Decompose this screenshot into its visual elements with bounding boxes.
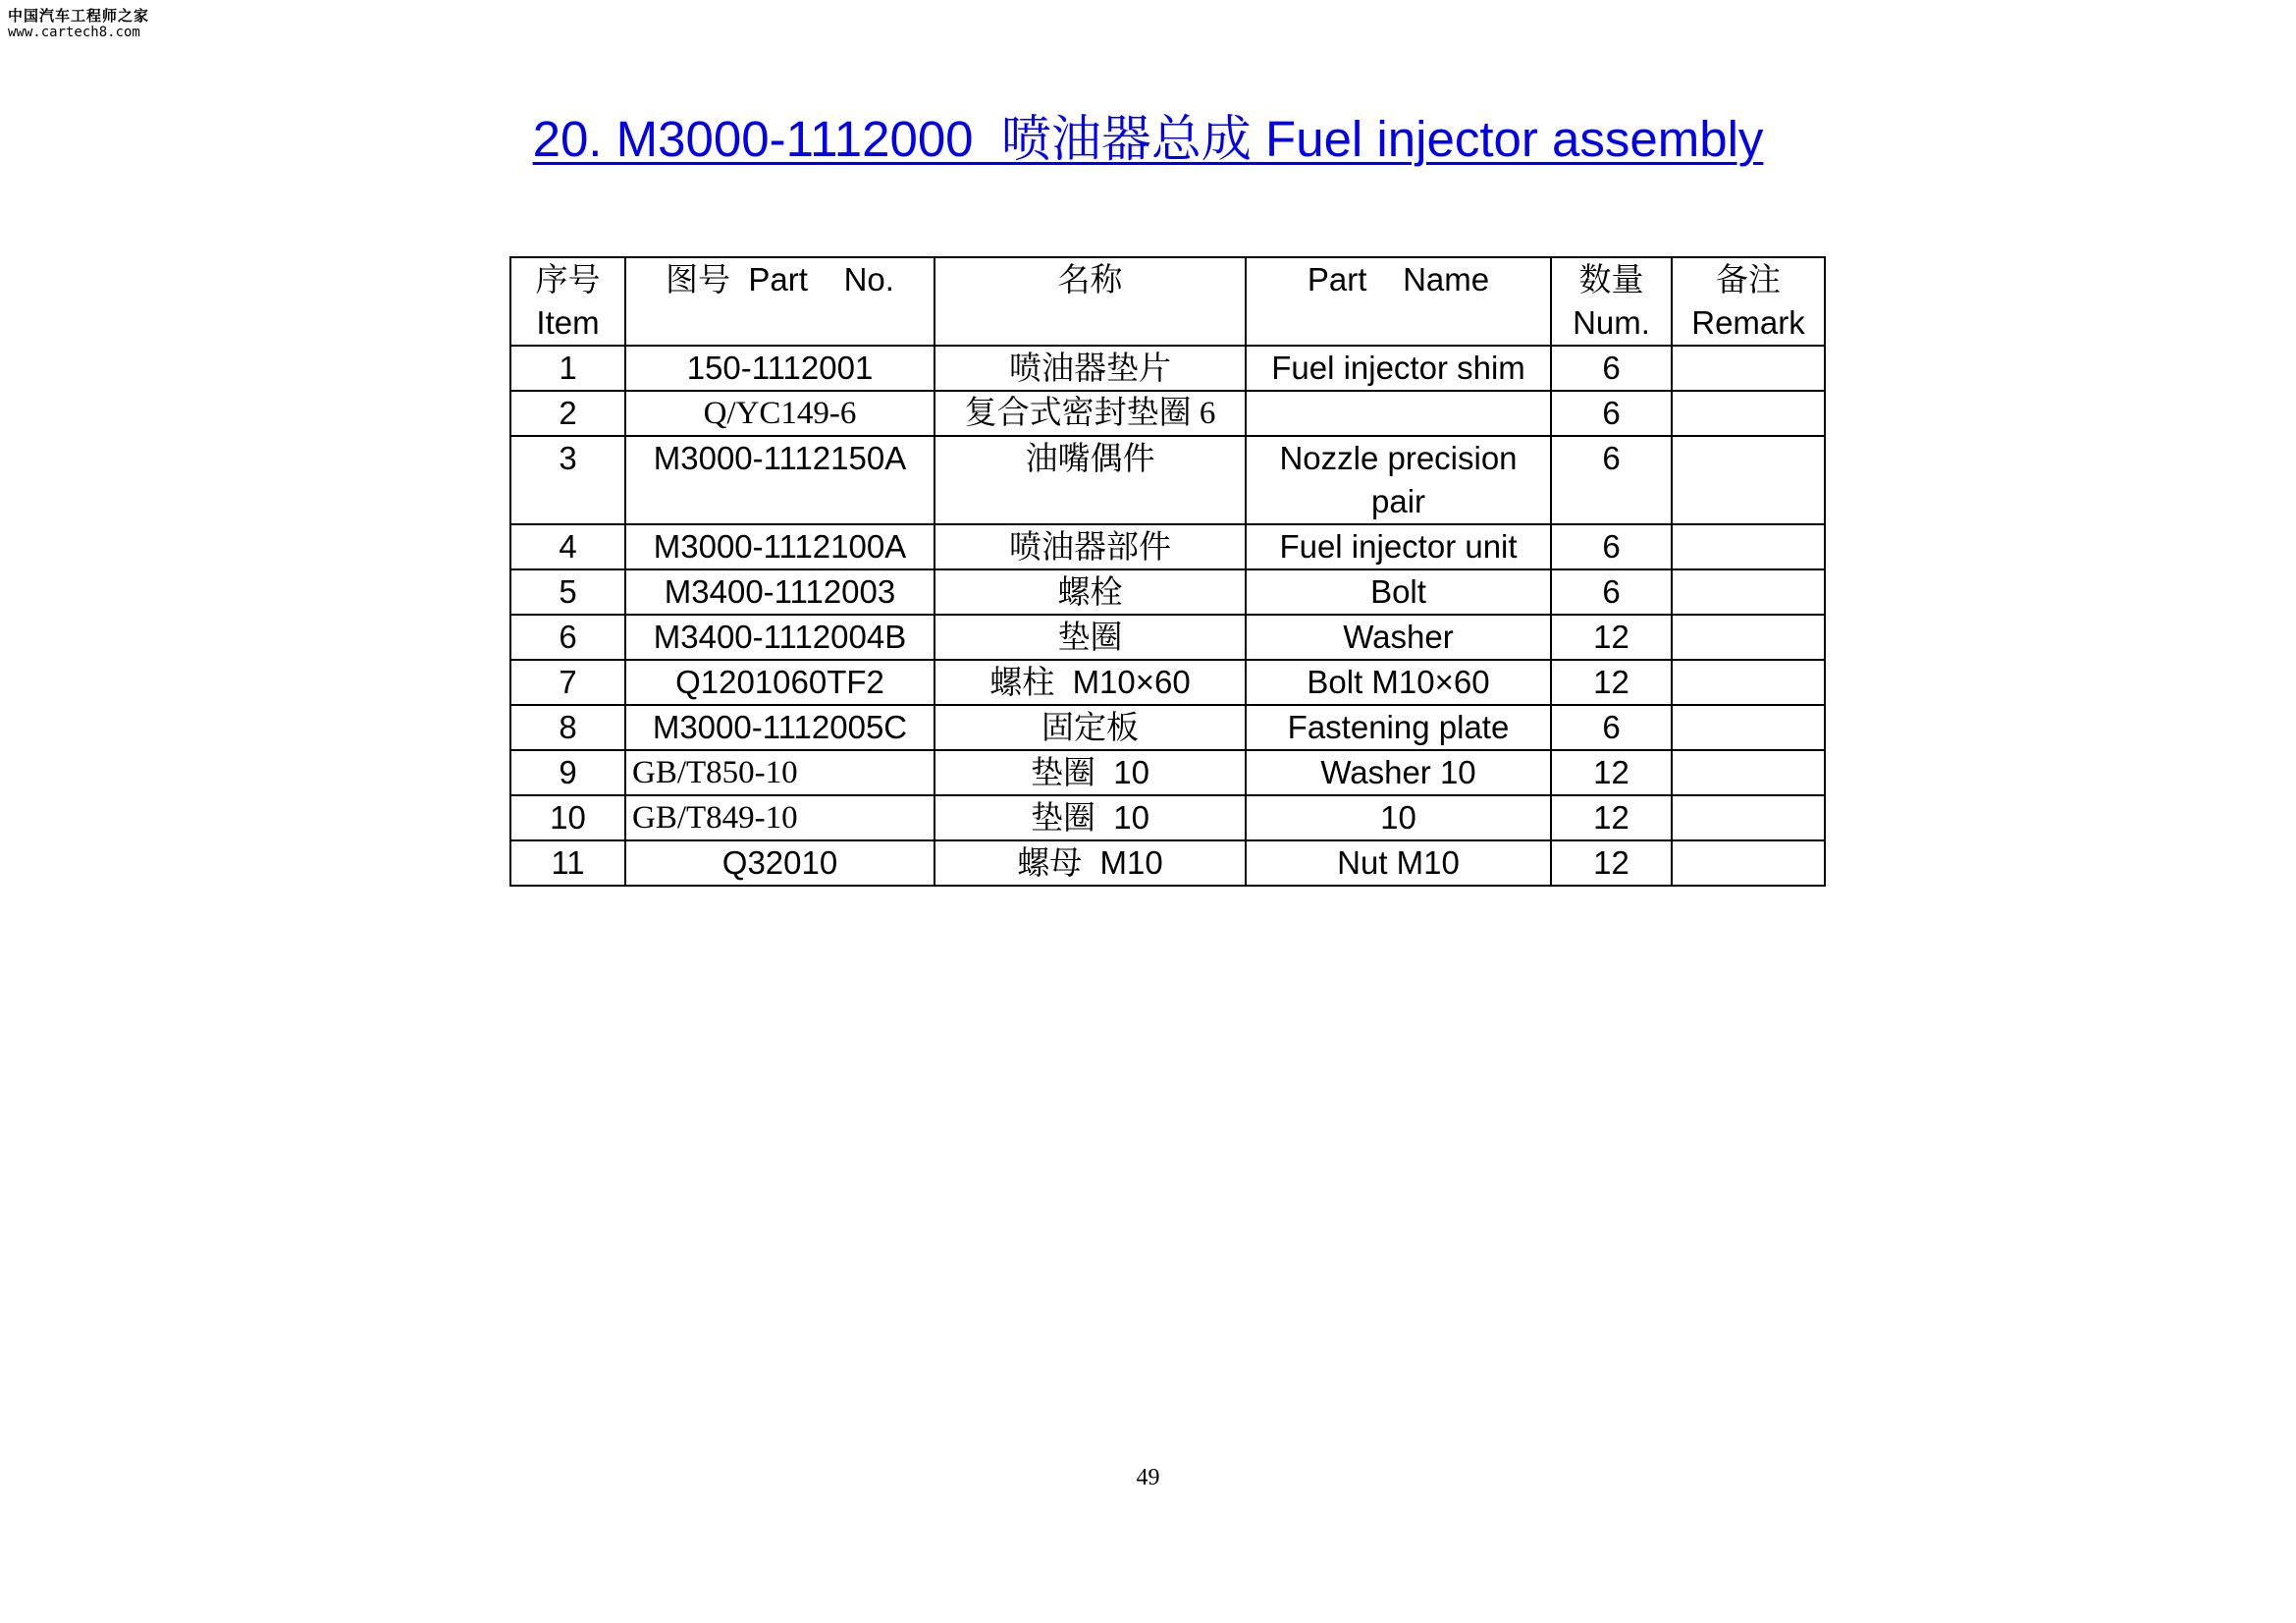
- cell-name-cn: 螺柱 M10×60: [934, 660, 1246, 705]
- cell-part-no: M3000-1112150A: [625, 436, 934, 524]
- cell-num: 6: [1551, 524, 1672, 569]
- cell-name-cn: 复合式密封垫圈 6: [934, 391, 1246, 436]
- cell-name-en: Washer: [1246, 615, 1551, 660]
- cell-part-no: GB/T850-10: [625, 750, 934, 795]
- cell-part-no: Q32010: [625, 840, 934, 886]
- cell-part-no: GB/T849-10: [625, 795, 934, 840]
- table-row: [510, 840, 1825, 886]
- cell-part-no: M3400-1112003: [625, 569, 934, 615]
- cell-part-no: M3000-1112005C: [625, 705, 934, 750]
- cell-item: 3: [510, 436, 625, 524]
- watermark-url: www.cartech8.com: [8, 25, 140, 41]
- table-row: [510, 705, 1825, 750]
- cell-part-no: Q1201060TF2: [625, 660, 934, 705]
- cell-num: 6: [1551, 569, 1672, 615]
- table-row: [510, 436, 1825, 524]
- header-name-en: Part Name: [1246, 257, 1551, 346]
- cell-name-cn: 垫圈 10: [934, 750, 1246, 795]
- table-header-row: [510, 257, 1825, 346]
- table-row: [510, 660, 1825, 705]
- cell-name-en: Bolt M10×60: [1246, 660, 1551, 705]
- cell-part-no: M3400-1112004B: [625, 615, 934, 660]
- cell-remark: [1672, 615, 1825, 660]
- cell-part-no: 150-1112001: [625, 346, 934, 391]
- cell-remark: [1672, 391, 1825, 436]
- header-item: 序号 Item: [510, 257, 625, 346]
- cell-name-cn: 螺栓: [934, 569, 1246, 615]
- cell-remark: [1672, 436, 1825, 524]
- header-part-no: 图号 Part No.: [625, 257, 934, 346]
- cell-item: 5: [510, 569, 625, 615]
- cell-item: 9: [510, 750, 625, 795]
- cell-num: 12: [1551, 840, 1672, 886]
- table-row: [510, 615, 1825, 660]
- document-title-link[interactable]: 20. M3000-1112000 喷油器总成 Fuel injector assembly: [532, 111, 1764, 167]
- cell-name-en: Nut M10: [1246, 840, 1551, 886]
- cell-name-en: Washer 10: [1246, 750, 1551, 795]
- cell-remark: [1672, 524, 1825, 569]
- parts-table: [509, 256, 1826, 887]
- cell-num: 12: [1551, 795, 1672, 840]
- table-row: [510, 346, 1825, 391]
- cell-num: 12: [1551, 750, 1672, 795]
- cell-item: 7: [510, 660, 625, 705]
- cell-name-cn: 油嘴偶件: [934, 436, 1246, 524]
- cell-name-cn: 喷油器部件: [934, 524, 1246, 569]
- cell-name-en: [1246, 391, 1551, 436]
- cell-name-en: Fuel injector unit: [1246, 524, 1551, 569]
- table-row: [510, 524, 1825, 569]
- cell-name-en: 10: [1246, 795, 1551, 840]
- cell-remark: [1672, 569, 1825, 615]
- cell-remark: [1672, 840, 1825, 886]
- cell-name-en: Fuel injector shim: [1246, 346, 1551, 391]
- cell-num: 12: [1551, 615, 1672, 660]
- cell-remark: [1672, 795, 1825, 840]
- header-num: 数量 Num.: [1551, 257, 1672, 346]
- cell-num: 6: [1551, 391, 1672, 436]
- table-row: [510, 391, 1825, 436]
- cell-item: 2: [510, 391, 625, 436]
- header-remark: 备注 Remark: [1672, 257, 1825, 346]
- cell-name-en: Nozzle precision pair: [1246, 436, 1551, 524]
- cell-remark: [1672, 346, 1825, 391]
- cell-name-cn: 螺母 M10: [934, 840, 1246, 886]
- cell-name-en: Fastening plate: [1246, 705, 1551, 750]
- cell-name-cn: 固定板: [934, 705, 1246, 750]
- cell-part-no: M3000-1112100A: [625, 524, 934, 569]
- cell-num: 6: [1551, 436, 1672, 524]
- cell-item: 10: [510, 795, 625, 840]
- table-row: [510, 795, 1825, 840]
- cell-item: 8: [510, 705, 625, 750]
- cell-name-en: Bolt: [1246, 569, 1551, 615]
- watermark-site-name: 中国汽车工程师之家: [8, 7, 150, 25]
- cell-remark: [1672, 705, 1825, 750]
- header-name-cn: 名称: [934, 257, 1246, 346]
- table-row: [510, 569, 1825, 615]
- cell-remark: [1672, 750, 1825, 795]
- cell-part-no: Q/YC149-6: [625, 391, 934, 436]
- page-number: 49: [1136, 1465, 1160, 1490]
- cell-name-cn: 垫圈: [934, 615, 1246, 660]
- cell-remark: [1672, 660, 1825, 705]
- cell-num: 6: [1551, 705, 1672, 750]
- cell-item: 11: [510, 840, 625, 886]
- cell-name-cn: 垫圈 10: [934, 795, 1246, 840]
- table-row: [510, 750, 1825, 795]
- cell-num: 12: [1551, 660, 1672, 705]
- cell-item: 6: [510, 615, 625, 660]
- cell-name-cn: 喷油器垫片: [934, 346, 1246, 391]
- watermark: [8, 8, 149, 40]
- cell-item: 4: [510, 524, 625, 569]
- cell-item: 1: [510, 346, 625, 391]
- cell-num: 6: [1551, 346, 1672, 391]
